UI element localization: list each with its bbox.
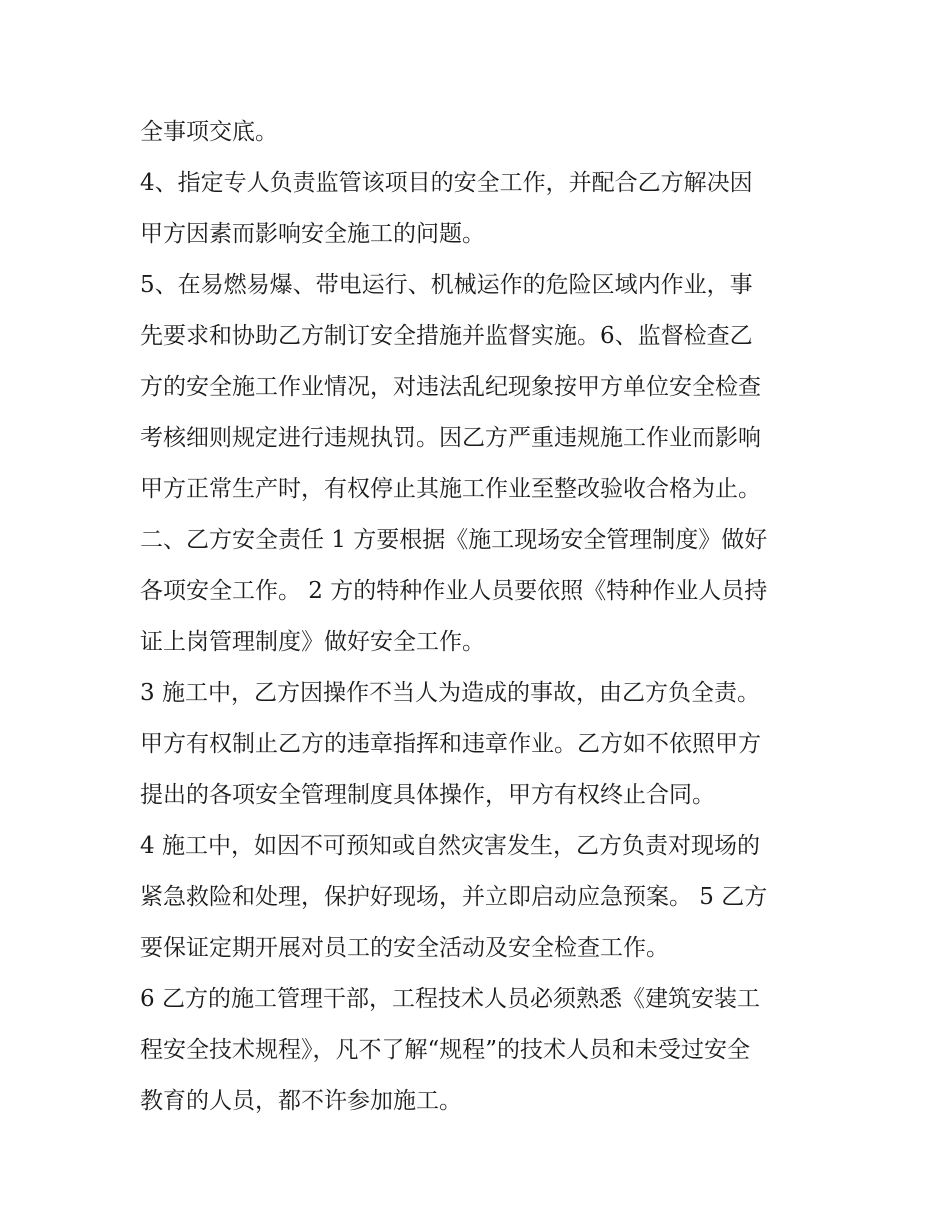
text-line: 提出的各项安全管理制度具体操作，甲方有权终止合同。: [140, 782, 715, 808]
text-line: 要保证定期开展对员工的安全活动及安全检查工作。: [140, 935, 669, 961]
text-line: 甲方因素而影响安全施工的问题。: [140, 221, 485, 247]
text-line: 方的安全施工作业情况，对违法乱纪现象按甲方单位安全检查: [140, 374, 761, 400]
text-line: 紧急救险和处理，保护好现场，并立即启动应急预案。 5 乙方: [140, 884, 768, 910]
text-line: 教育的人员，都不许参加施工。: [140, 1088, 462, 1114]
text-line: 程安全技术规程》，凡不了解“规程”的技术人员和未受过安全: [140, 1037, 751, 1063]
text-line: 二、乙方安全责任 1 方要根据《施工现场安全管理制度》做好: [140, 527, 768, 553]
text-line: 全事项交底。: [140, 119, 278, 145]
text-line: 考核细则规定进行违规执罚。因乙方严重违规施工作业而影响: [140, 425, 761, 451]
text-line: 证上岗管理制度》做好安全工作。: [140, 629, 485, 655]
text-line: 3 施工中，乙方因操作不当人为造成的事故，由乙方负全责。: [140, 680, 760, 706]
text-line: 甲方正常生产时，有权停止其施工作业至整改验收合格为止。: [140, 476, 761, 502]
text-line: 5、在易燃易爆、带电运行、机械运作的危险区域内作业，事: [140, 272, 753, 298]
text-line: 4 施工中，如因不可预知或自然灾害发生，乙方负责对现场的: [140, 833, 760, 859]
text-line: 先要求和协助乙方制订安全措施并监督实施。6、监督检查乙: [140, 323, 753, 349]
text-line: 4、指定专人负责监管该项目的安全工作，并配合乙方解决因: [140, 170, 753, 196]
text-line: 甲方有权制止乙方的违章指挥和违章作业。乙方如不依照甲方: [140, 731, 761, 757]
text-line: 各项安全工作。 2 方的特种作业人员要依照《特种作业人员持: [140, 578, 768, 604]
document-body: [140, 107, 820, 1127]
text-line: 6 乙方的施工管理干部，工程技术人员必须熟悉《建筑安装工: [140, 986, 760, 1012]
